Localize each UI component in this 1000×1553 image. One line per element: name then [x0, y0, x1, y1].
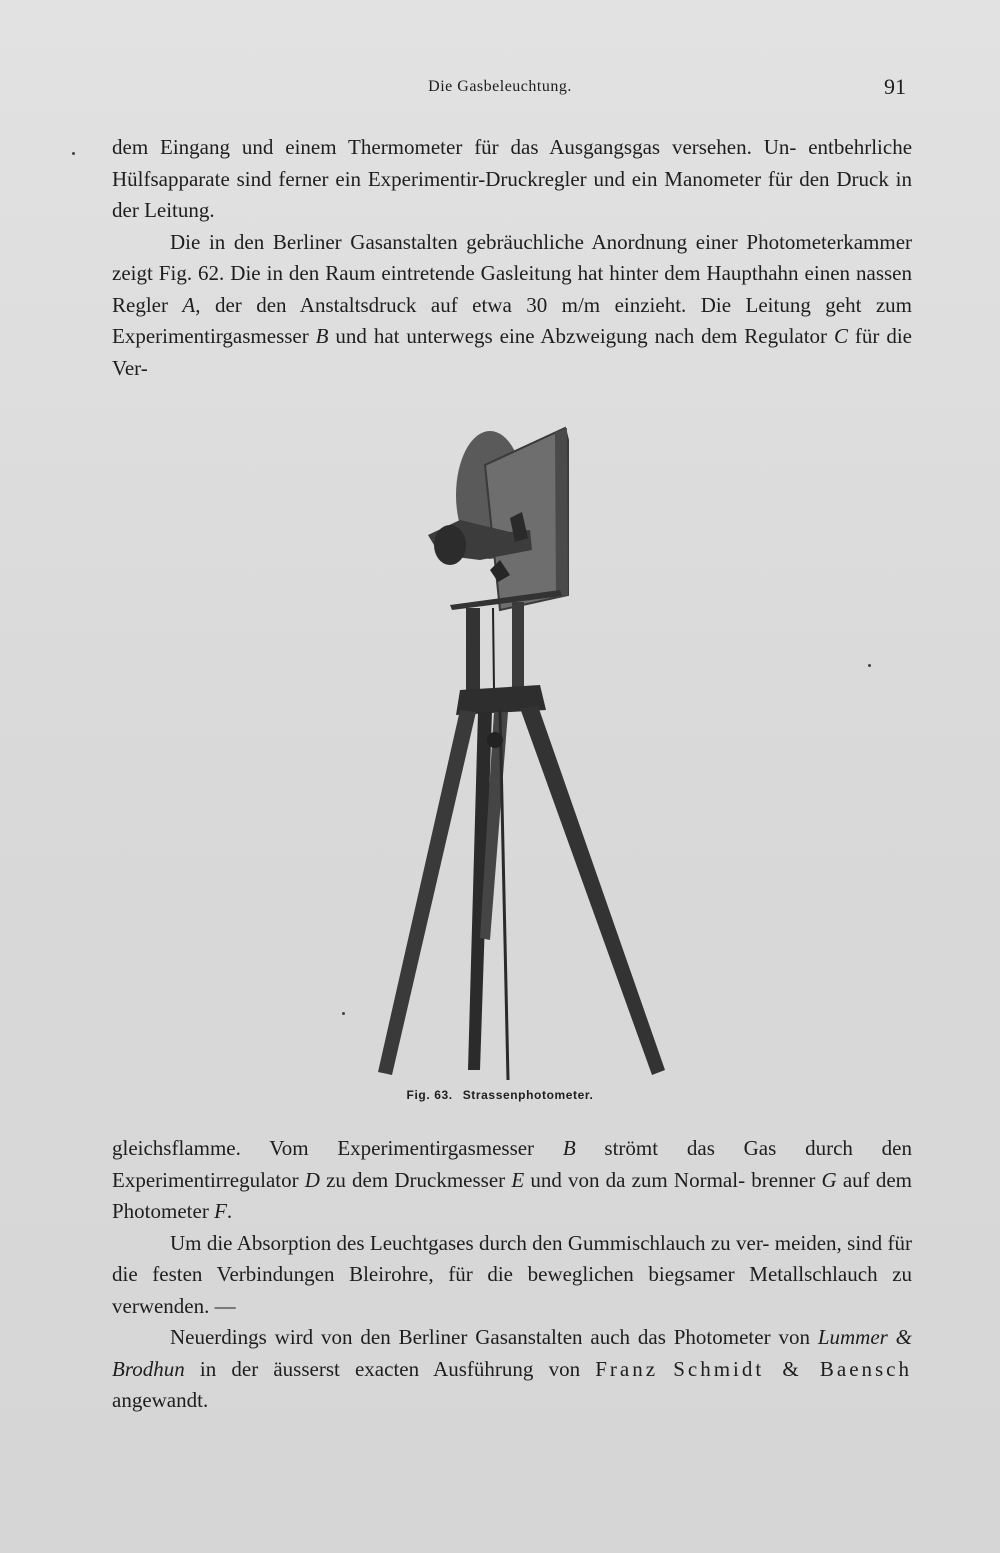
italic-names: Lummer & Brodhun	[112, 1325, 913, 1381]
page-number: 91	[884, 74, 906, 99]
text-line: meiden, sind für die festen Verbindungen Bleirohre, für die beweglichen	[112, 1230, 912, 1286]
rod	[493, 608, 494, 690]
tripod-leg-right	[520, 706, 665, 1075]
text-line: und von da zum Normal-	[524, 1167, 746, 1192]
top-text-block	[112, 132, 912, 384]
paragraph	[112, 227, 912, 385]
text-line: zu dem Druckmesser	[319, 1167, 512, 1192]
text-line: Die in den Berliner Gasanstalten gebräuchliche Anordnung einer	[170, 229, 738, 254]
pulley	[487, 732, 503, 748]
screen-edge	[555, 428, 568, 598]
text-line: von	[778, 1325, 818, 1349]
text-line: dem Eingang und einem Thermometer für das Ausgangsgas versehen. Un-	[112, 135, 797, 159]
text-line: entbehrliche Hülfsapparate sind ferner ein Experimentir-Druckregler und ein	[112, 135, 913, 191]
text-line: Experimentirregulator	[112, 1167, 305, 1192]
column-left	[466, 608, 480, 698]
paragraph	[112, 132, 912, 227]
text-line: Photometerkammer zeigt Fig. 62. Die in den Raum eintretende Gasleitung	[112, 229, 913, 285]
italic-letter: B	[562, 1136, 576, 1160]
text-line: auf dem Photometer	[112, 1167, 912, 1223]
bottom-text-block	[112, 1133, 912, 1417]
text-line: Manometer für den Druck in der Leitung.	[112, 166, 913, 222]
paragraph	[112, 1133, 912, 1228]
text-line: und hat unterwegs eine Abzweigung nach dem Regulator	[335, 324, 834, 348]
text-line: in der äusserst exacten Ausführung von	[184, 1356, 596, 1381]
spaced-name: Franz	[595, 1356, 659, 1381]
text-line: hat hinter dem Haupthahn einen nassen Regler	[112, 261, 913, 317]
text-line: brenner	[751, 1167, 822, 1192]
italic-letter: C	[833, 324, 848, 348]
text-line: , der den Anstaltsdruck	[195, 292, 417, 317]
text-line: auf etwa 30 m/m einzieht. Die Leitung geht zum Experimentirgasmesser	[112, 292, 912, 348]
paper-speck	[72, 152, 75, 155]
italic-letter: A	[182, 292, 196, 317]
italic-letter: B	[315, 324, 329, 348]
photometer-figure	[360, 420, 680, 1090]
text-line: Um die Absorption des Leuchtgases durch den Gummischlauch zu ver-	[170, 1230, 770, 1255]
italic-letter: D	[304, 1167, 320, 1192]
street-photometer-illustration	[360, 420, 680, 1090]
text-line: .	[226, 1199, 233, 1223]
italic-letter: G	[821, 1167, 837, 1192]
figure-title: Strassenphotometer.	[462, 1088, 594, 1102]
tripod-leg-left	[378, 710, 476, 1075]
text-line: biegsamer Metallschlauch zu verwenden. —	[112, 1262, 913, 1318]
column-right	[512, 602, 524, 694]
text-line: gleichsflamme. Vom Experimentirgasmesser	[112, 1136, 563, 1160]
paragraph	[112, 1322, 912, 1417]
text-line: für die Ver-	[112, 324, 912, 380]
text-line: strömt das Gas durch den	[575, 1136, 912, 1160]
paragraph	[112, 1228, 912, 1323]
text-line: angewandt.	[112, 1388, 209, 1412]
figure-number: Fig. 63.	[406, 1088, 453, 1102]
gas-hose	[500, 710, 508, 1080]
eyepiece	[434, 525, 466, 565]
spaced-name: Schmidt & Baensch	[673, 1356, 913, 1381]
text-line: Neuerdings wird von den Berliner Gasanstalten auch das Photometer	[170, 1325, 771, 1349]
paper-speck	[868, 664, 871, 667]
italic-letter: F	[214, 1199, 227, 1223]
italic-letter: E	[511, 1167, 525, 1192]
running-title: Die Gasbeleuchtung.	[428, 78, 572, 95]
paper-speck	[342, 1012, 345, 1015]
figure-caption	[0, 1088, 1000, 1102]
